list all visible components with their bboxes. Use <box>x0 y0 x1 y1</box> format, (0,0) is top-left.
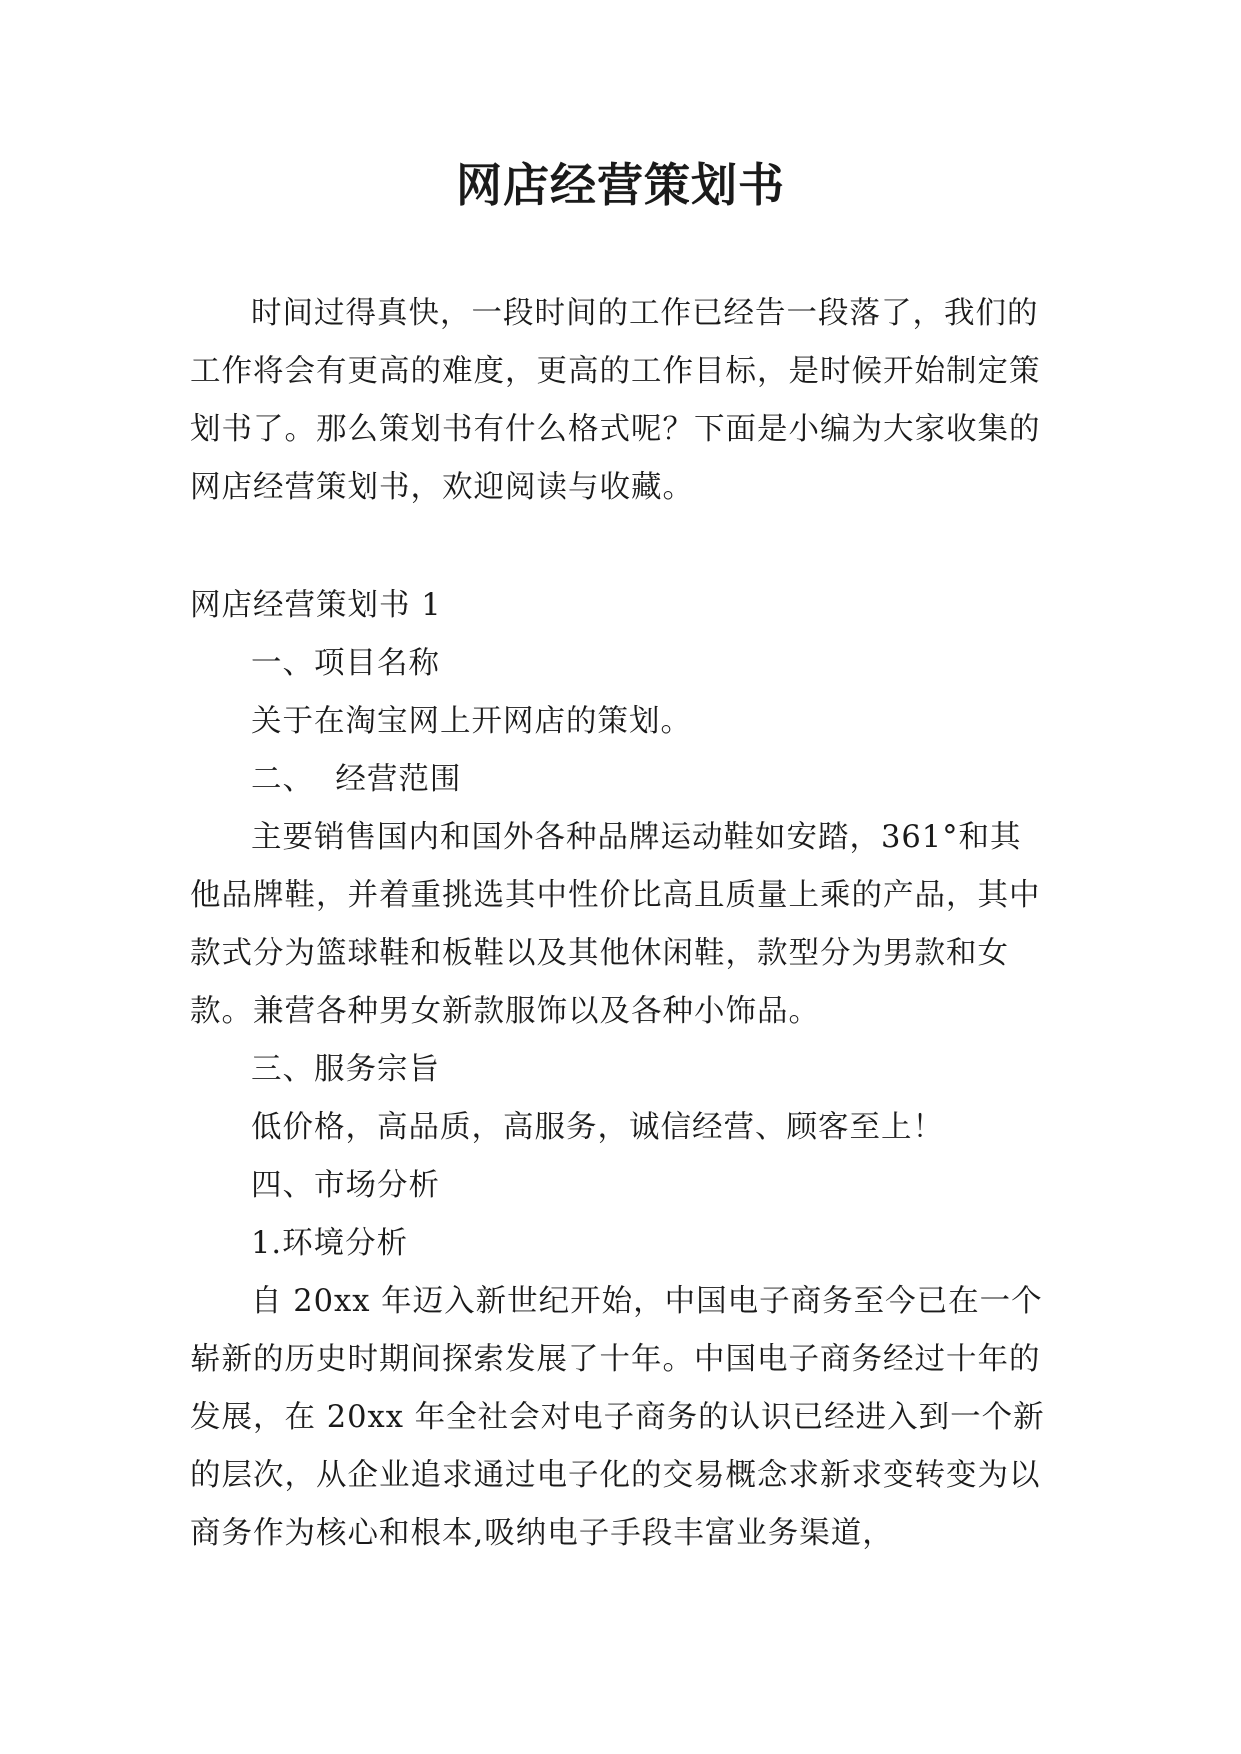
subheading-environment-analysis: 1.环境分析 <box>251 1226 409 1261</box>
document-title: 网店经营策划书 <box>456 158 785 212</box>
heading-market-analysis: 四、市场分析 <box>251 1168 440 1203</box>
intro-paragraph: 时间过得真快，一段时间的工作已经告一段落了，我们的工作将会有更高的难度，更高的工作目标，是时候开始制定策划书了。那么策划书有什么格式呢？下面是小编为大家收集的网店经营策划书，欢迎阅读与收藏。 <box>190 296 1041 505</box>
service-purpose-paragraph: 低价格，高品质，高服务，诚信经营、顾客至上！ <box>251 1110 944 1145</box>
project-name-paragraph: 关于在淘宝网上开网店的策划。 <box>251 704 692 739</box>
heading-project-name: 一、项目名称 <box>251 646 440 681</box>
document-body <box>190 285 1052 1563</box>
heading-service-purpose: 三、服务宗旨 <box>251 1052 440 1087</box>
heading-business-scope: 二、 经营范围 <box>251 762 462 797</box>
section-title: 网店经营策划书 1 <box>190 588 442 623</box>
environment-analysis-paragraph: 自 20xx 年迈入新世纪开始，中国电子商务至今已在一个崭新的历史时期间探索发展了十年。中国电子商务经过十年的发展，在 20xx 年全社会对电子商务的认识已经进入到一个新的层次，从企业追求通过电子化的交易概念求新求变转变为以商务作为核心和根本,吸纳电子手段丰富业务渠道， <box>190 1284 1045 1551</box>
business-scope-paragraph: 主要销售国内和国外各种品牌运动鞋如安踏，361°和其他品牌鞋，并着重挑选其中性价比高且质量上乘的产品，其中款式分为篮球鞋和板鞋以及其他休闲鞋，款型分为男款和女款。兼营各种男女新款服饰以及各种小饰品。 <box>190 820 1041 1029</box>
